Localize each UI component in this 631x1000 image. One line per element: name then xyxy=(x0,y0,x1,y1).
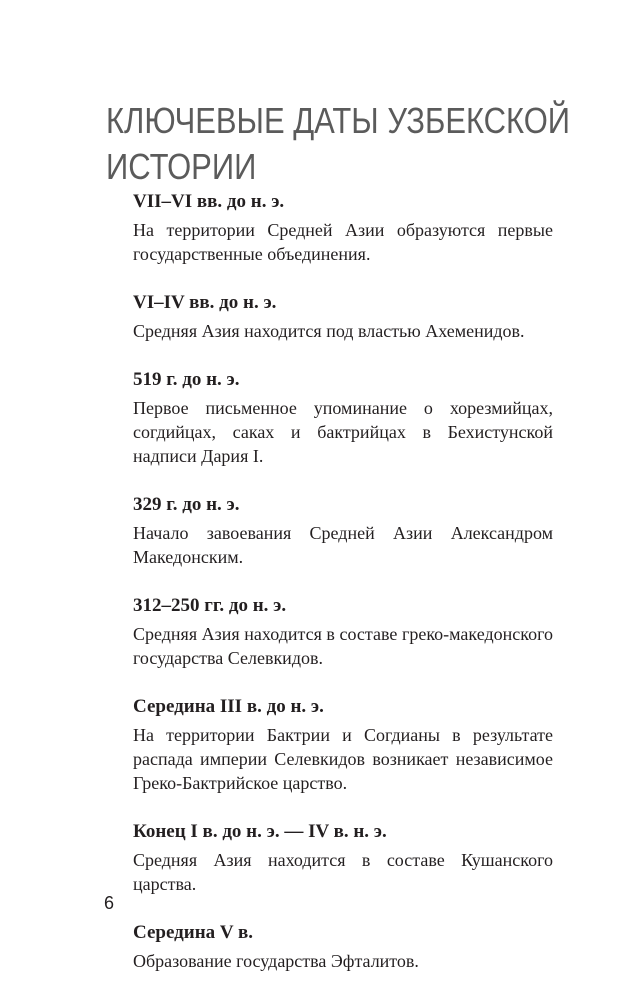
page-title-line-2: ИСТОРИИ xyxy=(106,146,257,187)
entry-date: VII–VI вв. до н. э. xyxy=(133,191,285,212)
entry-description: Средняя Азия находится в составе Кушанского царства. xyxy=(133,850,553,894)
timeline-entry xyxy=(133,493,553,569)
entry-date: Середина III в. до н. э. xyxy=(133,696,324,717)
entry-description: Средняя Азия находится под властью Ахеменидов. xyxy=(133,321,525,341)
entry-date: 329 г. до н. э. xyxy=(133,494,240,515)
entry-description: На территории Средней Азии образуются первые государственные объединения. xyxy=(133,220,553,264)
entry-date: VI–IV вв. до н. э. xyxy=(133,292,277,313)
entry-description: Первое письменное упоминание о хорезмийцах, согдийцах, саках и бактрийцах в Бехистунской надписи Дария I. xyxy=(133,398,553,466)
timeline-entry xyxy=(133,190,553,266)
page-title xyxy=(106,98,571,190)
timeline-list xyxy=(133,190,553,998)
page-number: 6 xyxy=(104,893,115,913)
entry-description: На территории Бактрии и Согдианы в результате распада империи Селевкидов возникает независимое Греко-Бактрийское царство. xyxy=(133,725,553,793)
timeline-entry xyxy=(133,921,553,973)
timeline-entry xyxy=(133,594,553,670)
timeline-entry xyxy=(133,820,553,896)
entry-description: Средняя Азия находится в составе греко-македонского государства Селевкидов. xyxy=(133,624,553,668)
entry-description: Начало завоевания Средней Азии Александром Македонским. xyxy=(133,523,553,567)
page-title-line-1: КЛЮЧЕВЫЕ ДАТЫ УЗБЕКСКОЙ xyxy=(106,100,571,141)
entry-description: Образование государства Эфталитов. xyxy=(133,951,419,971)
entry-date: 312–250 гг. до н. э. xyxy=(133,595,287,616)
entry-date: 519 г. до н. э. xyxy=(133,369,240,390)
entry-date: Конец I в. до н. э. — IV в. н. э. xyxy=(133,821,387,842)
timeline-entry xyxy=(133,291,553,343)
entry-date: Середина V в. xyxy=(133,922,254,943)
timeline-entry xyxy=(133,695,553,795)
timeline-entry xyxy=(133,368,553,468)
